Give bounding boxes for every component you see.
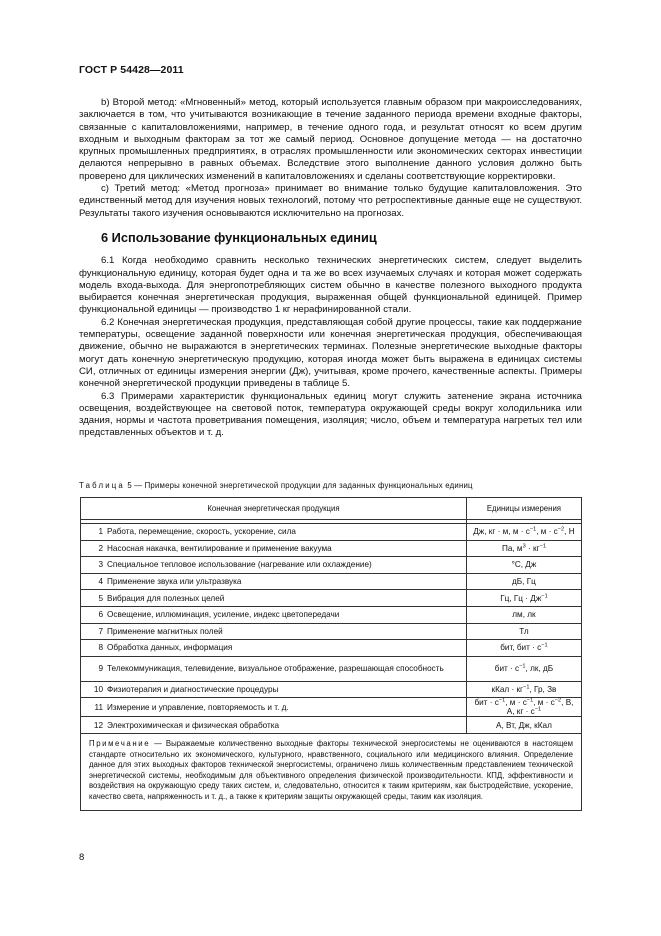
product-cell bbox=[81, 681, 467, 698]
table-row bbox=[81, 573, 582, 590]
paragraph-method-c: c) Третий метод: «Метод прогноза» принимает во внимание только будущие капиталовложения. Это единственный метод для изучения новых технологий, потому что ретроспективные данные еще не существуют. Результаты такого изучения основываются исключительно на прогнозах. bbox=[79, 183, 582, 219]
table-caption-text: 5 — Примеры конечной энергетической продукции для заданных функциональных единиц bbox=[127, 481, 473, 490]
units-cell: дБ, Гц bbox=[466, 573, 581, 590]
note-text: — Выражаемые количественно выходные факторы технической энергосистемы не оцениваются в настоящем стандарте относительно их экономического, культурного, нравственного, социального или медицинского влияния. Определение данное для этих выходных факторов технической энергосистемы, ограничено лишь количественным представлением технической энергетической системы, необходимым для объективного определения физической производительности. КПД, эффективности и воздействия на окружающую среду таких систем, и, следовательно, относится к таким критериям, как быстродействие, ускорение, качество света, напряженность и т. д., а также к критериям защиты окружающей среды, таким как изоляция. bbox=[89, 738, 573, 801]
units-cell: бит · $с^{-1}$, $м \cdot с^{-1}$, $м \cdot с^{-2}$, В, А, кг · $с^{-1}$ bbox=[466, 698, 581, 717]
units-cell: лм, лк bbox=[466, 606, 581, 623]
row-number: 10 bbox=[93, 685, 103, 695]
product-cell bbox=[81, 717, 467, 734]
units-cell: бит, бит · $с^{-1}$ bbox=[466, 640, 581, 657]
unit-exponent: −1 bbox=[534, 706, 542, 713]
row-number: 5 bbox=[98, 593, 103, 603]
unit-exponent: −1 bbox=[498, 697, 506, 704]
row-number: 12 bbox=[93, 720, 103, 730]
table-row bbox=[81, 640, 582, 657]
table-row bbox=[81, 681, 582, 698]
product-cell bbox=[81, 590, 467, 607]
product-name: Специальное тепловое использование (нагревание или охлаждение) bbox=[107, 560, 372, 570]
table-row bbox=[81, 524, 582, 541]
units-cell: кКал · $кг^{-1}$, Гр, Зв bbox=[466, 681, 581, 698]
table-caption bbox=[79, 481, 473, 490]
table-caption-label: Таблица bbox=[79, 481, 125, 490]
units-cell: Дж, кг · м, $м \cdot с^{-1}$, $м \cdot с^{-2}$, Н bbox=[466, 524, 581, 541]
document-body bbox=[79, 97, 582, 440]
row-number: 9 bbox=[98, 664, 103, 674]
product-name: Электрохимическая и физическая обработка bbox=[107, 720, 280, 730]
row-number: 2 bbox=[98, 543, 103, 553]
product-cell bbox=[81, 623, 467, 640]
row-number: 8 bbox=[98, 643, 103, 653]
table-row bbox=[81, 590, 582, 607]
product-name: Применение звука или ультразвука bbox=[107, 577, 242, 587]
unit-exponent: −1 bbox=[519, 663, 526, 670]
unit-exponent: −1 bbox=[541, 642, 548, 649]
product-cell bbox=[81, 606, 467, 623]
row-number: 1 bbox=[98, 527, 103, 537]
product-cell bbox=[81, 573, 467, 590]
unit-exponent: −1 bbox=[526, 697, 534, 704]
column-header-product: Конечная энергетическая продукция bbox=[81, 498, 467, 520]
paragraph-method-b: b) Второй метод: «Мгновенный» метод, который используется главным образом при макроисследованиях, заключается в том, что учитываются возникающие в течение заданного периода времени входные факторы, связанные с капиталовложениями, например, в течение одного года, и результат относят ко всем другим входным и выходным факторам за тот же самый период. Основное допущение метода — на достаточно крупных промышленных предприятиях, в отраслях промышленности или экономических секторах инвестиции делаются непрерывно в равных объемах. Вследствие этого выполнение данного условия должно быть проверено для циклических изменений в капиталовложениях и сделаны соответствующие корректировки. bbox=[79, 97, 582, 182]
product-cell bbox=[81, 640, 467, 657]
product-name: Освещение, иллюминация, усиление, индекс цветопередачи bbox=[107, 610, 340, 620]
product-name: Обработка данных, информация bbox=[107, 643, 233, 653]
table-note bbox=[81, 733, 582, 810]
row-number: 11 bbox=[94, 702, 103, 712]
product-name: Применение магнитных полей bbox=[107, 626, 223, 636]
units-cell: А, Вт, Дж, кКал bbox=[466, 717, 581, 734]
table-row bbox=[81, 698, 582, 717]
units-cell: бит · $с^{-1}$, лк, дБ bbox=[466, 656, 581, 681]
table-row bbox=[81, 656, 582, 681]
units-cell: Тл bbox=[466, 623, 581, 640]
page-number: 8 bbox=[79, 852, 85, 863]
units-cell: Гц, Гц · $Дж^{-1}$ bbox=[466, 590, 581, 607]
product-name: Работа, перемещение, скорость, ускорение, сила bbox=[107, 527, 296, 537]
note-label: Примечание bbox=[89, 738, 151, 748]
paragraph-6-3: 6.3 Примерами характеристик функциональных единиц могут служить затенение экрана источника освещения, воздействующее на световой поток, температура окружающей среды вокруг холодильника или здания, нормы и частота проветривания помещения, изоляция; число, объем и температура нагретых тел или представленных объектов и т. д. bbox=[79, 390, 582, 439]
paragraph-6-2: 6.2 Конечная энергетическая продукция, представляющая собой другие процессы, такие как поддержание температуры, освещение заданной поверхности или конечная энергетическая продукция, обеспечивающая движение, обычно не выражаются в энергетических терминах. Полезные энергетические выходные факторы могут дать конечную энергетическую продукцию, которая иногда может быть выражена в единицах системы СИ, отличных от единицы измерения энергии (Дж), учитывая, кроме прочего, качественные аспекты. Примеры конечной энергетической продукции приведены в таблице 5. bbox=[79, 316, 582, 390]
unit-exponent: −1 bbox=[541, 593, 548, 600]
product-cell bbox=[81, 698, 467, 717]
product-name: Физиотерапия и диагностические процедуры bbox=[107, 685, 279, 695]
unit-exponent: −1 bbox=[539, 543, 546, 550]
unit-exponent: 3 bbox=[522, 543, 526, 550]
section-heading: 6 Использование функциональных единиц bbox=[101, 229, 377, 245]
row-number: 3 bbox=[98, 560, 103, 570]
product-cell bbox=[81, 524, 467, 541]
product-cell bbox=[81, 656, 467, 681]
row-number: 7 bbox=[98, 626, 103, 636]
product-name: Измерение и управление, повторяемость и т. д. bbox=[107, 702, 289, 712]
table-header-row bbox=[81, 498, 582, 520]
paragraph-6-1: 6.1 Когда необходимо сравнить несколько технических энергетических систем, следует выделить функциональную единицу, которая будет одна и та же во всех изучаемых случаях и которая может содержать модель входа-выхода. Для энергопотребляющих систем обычно в качестве полезного выходного продукта выбирается конечная энергетическая продукция, выраженная общей функциональной единицей. Пример функциональной единицы — производство 1 кг нерафинированной стали. bbox=[79, 255, 582, 316]
product-name: Вибрация для полезных целей bbox=[107, 593, 225, 603]
units-cell: °С, Дж bbox=[466, 557, 581, 574]
energy-products-table bbox=[80, 497, 582, 811]
unit-exponent: −2 bbox=[554, 697, 562, 704]
product-cell bbox=[81, 557, 467, 574]
table-row bbox=[81, 540, 582, 557]
table-row bbox=[81, 557, 582, 574]
unit-exponent: −1 bbox=[529, 526, 537, 533]
table-row bbox=[81, 717, 582, 734]
table-row bbox=[81, 623, 582, 640]
table-row bbox=[81, 606, 582, 623]
product-name: Телекоммуникация, телевидение, визуальное отображение, разрешающая способность bbox=[107, 664, 444, 674]
product-cell bbox=[81, 540, 467, 557]
row-number: 6 bbox=[98, 610, 103, 620]
unit-exponent: −1 bbox=[523, 684, 530, 691]
standard-code: ГОСТ Р 54428—2011 bbox=[79, 64, 184, 76]
row-number: 4 bbox=[98, 577, 103, 587]
product-name: Насосная накачка, вентилирование и применение вакуума bbox=[107, 543, 332, 553]
units-cell: Па, $м^3 \cdot кг^{-1}$ bbox=[466, 540, 581, 557]
column-header-units: Единицы измерения bbox=[466, 498, 581, 520]
table-note-row bbox=[81, 733, 582, 810]
unit-exponent: −2 bbox=[557, 526, 565, 533]
